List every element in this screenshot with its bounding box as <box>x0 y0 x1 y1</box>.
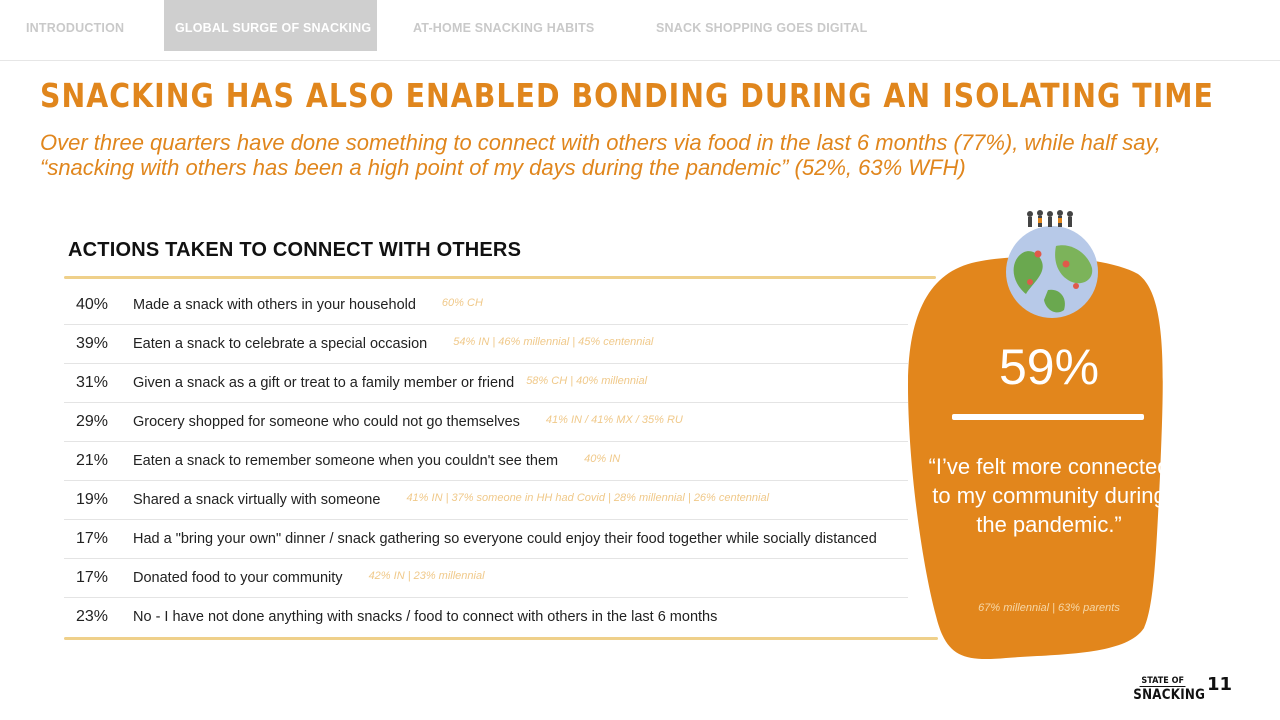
list-item <box>64 325 908 364</box>
item-subgroup-note: 41% IN / 41% MX / 35% RU <box>545 414 683 426</box>
list-item <box>64 286 908 325</box>
list-item <box>64 520 908 559</box>
callout-divider <box>952 414 1144 420</box>
item-label: Grocery shopped for someone who could not go themselves $^{41\% IN / 41\% MX / 35\% RU}$ <box>133 414 683 430</box>
item-label: Made a snack with others in your household $^{60\% CH}$ <box>133 297 483 313</box>
item-percentage: 39% <box>76 335 109 352</box>
item-percentage: 21% <box>76 452 109 469</box>
tab-snack-shopping-goes-digital[interactable]: SNACK SHOPPING GOES DIGITAL <box>656 21 868 35</box>
list-item <box>64 403 908 442</box>
item-subgroup-note: 54% IN | 46% millennial | 45% centennial <box>453 336 654 348</box>
item-percentage: 29% <box>76 413 109 430</box>
actions-list <box>64 286 908 637</box>
item-percentage: 17% <box>76 569 109 586</box>
item-subgroup-note: 42% IN | 23% millennial <box>368 570 485 582</box>
item-percentage: 31% <box>76 374 109 391</box>
item-label: Given a snack as a gift or treat to a family member or friend $^{58\% CH | 40\% millennial}$ <box>133 375 648 391</box>
tab-at-home-snacking-habits[interactable]: AT-HOME SNACKING HABITS <box>413 21 595 35</box>
item-percentage: 23% <box>76 608 109 625</box>
item-percentage: 19% <box>76 491 109 508</box>
list-bottom-rule <box>64 637 938 640</box>
item-subgroup-note: 41% IN | 37% someone in HH had Covid | 28% millennial | 26% centennial <box>406 492 770 504</box>
list-item <box>64 559 908 598</box>
item-percentage: 40% <box>76 296 109 313</box>
list-item <box>64 442 908 481</box>
item-label: Donated food to your community $^{42\% IN | 23\% millennial}$ <box>133 570 485 586</box>
item-percentage: 17% <box>76 530 109 547</box>
item-label: Shared a snack virtually with someone $^{41\% IN | 37\% someone in HH had Covid | 28\% millennial | 26\% centennial}$ <box>133 492 770 508</box>
list-item <box>64 481 908 520</box>
list-item <box>64 598 908 637</box>
nav-divider <box>0 60 1280 61</box>
section-title: ACTIONS TAKEN TO CONNECT WITH OTHERS <box>68 239 522 261</box>
callout-quote: “I’ve felt more connected to my community during the pandemic.” <box>928 454 1170 537</box>
brand-logo: STATE OF SNACKING <box>1133 676 1206 703</box>
callout-subgroup-note: 67% millennial | 63% parents <box>978 602 1120 614</box>
tab-introduction[interactable]: INTRODUCTION <box>26 21 125 35</box>
page-subtitle: Over three quarters have done something to connect with others via food in the last 6 months (77%), while half say, “snacking with others has been a high point of my days during the pandemic” (52%, 63% WFH) <box>40 130 1161 180</box>
page-title: SNACKING HAS ALSO ENABLED BONDING DURING AN ISOLATING TIME <box>40 76 1214 115</box>
page-number: 11 <box>1207 674 1233 695</box>
item-label: Had a "bring your own" dinner / snack gathering so everyone could enjoy their food together while socially distanced <box>133 531 877 547</box>
item-subgroup-note: 58% CH | 40% millennial <box>526 375 648 387</box>
item-label: No - I have not done anything with snacks / food to connect with others in the last 6 months <box>133 609 718 625</box>
item-label: Eaten a snack to celebrate a special occasion $^{54\% IN | 46\% millennial | 45\% centennial}$ <box>133 336 654 352</box>
section-title-underline <box>64 276 936 279</box>
list-item <box>64 364 908 403</box>
item-label: Eaten a snack to remember someone when you couldn't see them $^{40\% IN}$ <box>133 453 621 469</box>
callout-value: 59% <box>998 339 1100 395</box>
top-navigation <box>0 0 1280 52</box>
tab-global-surge-of-snacking[interactable]: GLOBAL SURGE OF SNACKING <box>164 0 377 51</box>
item-subgroup-note: 60% CH <box>441 297 483 309</box>
globe-with-people-icon <box>1002 206 1102 320</box>
item-subgroup-note: 40% IN <box>584 453 621 465</box>
